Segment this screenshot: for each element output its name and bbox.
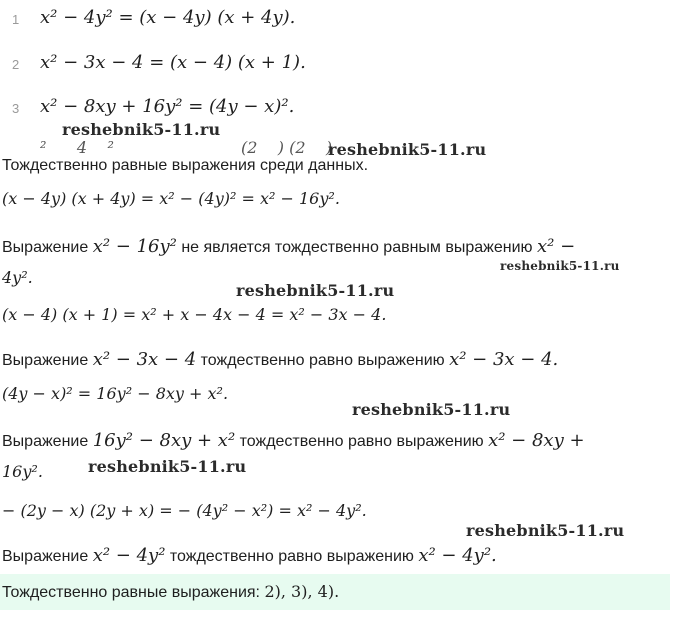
watermark-2: reshebnik5-11.ru	[328, 140, 487, 159]
statement-3-continuation: 16y².	[2, 462, 43, 481]
statement-3-expr-a: 16y² − 8xy + x²	[92, 430, 236, 451]
statement-1-expr-a: x² − 16y²	[92, 236, 177, 257]
watermark-1: reshebnik5-11.ru	[62, 120, 221, 139]
list-expression-1: x² − 4y² = (x − 4y) (x + 4y).	[40, 7, 296, 28]
statement-1-middle: не является тождественно равным выражению	[176, 239, 537, 256]
answer-label: Тождественно равные выражения:	[2, 584, 265, 601]
watermark-5: reshebnik5-11.ru	[352, 400, 511, 419]
statement-2-expr-a: x² − 3x − 4	[92, 349, 197, 370]
statement-4-expr-a: x² − 4y²	[92, 545, 166, 566]
answer-value: 2), 3), 4).	[264, 582, 340, 601]
intro-text: Тождественно равные выражения среди данных.	[2, 157, 369, 174]
equation-2: (x − 4) (x + 1) = x² + x − 4x − 4 = x² − 3x − 4.	[2, 305, 387, 324]
answer-box	[0, 574, 670, 610]
equation-4: − (2y − x) (2y + x) = − (4y² − x²) = x² − 4y².	[2, 501, 367, 520]
statement-3	[2, 430, 672, 451]
statement-2-expr-b: x² − 3x − 4.	[449, 349, 559, 370]
statement-4-prefix: Выражение	[2, 548, 93, 565]
list-index-2: 2	[12, 57, 20, 72]
statement-4	[2, 545, 672, 566]
statement-4-middle: тождественно равно выражению	[165, 548, 419, 565]
statement-2	[2, 349, 672, 370]
statement-3-middle: тождественно равно выражению	[235, 433, 489, 450]
equation-1: (x − 4y) (x + 4y) = x² − (4y)² = x² − 16y².	[2, 189, 340, 208]
statement-2-prefix: Выражение	[2, 352, 93, 369]
list-index-1: 1	[12, 12, 20, 27]
list-index-3: 3	[12, 101, 20, 116]
statement-1-continuation: 4y².	[2, 268, 33, 287]
statement-4-expr-b: x² − 4y².	[418, 545, 497, 566]
watermark-4: reshebnik5-11.ru	[236, 281, 395, 300]
watermark-6: reshebnik5-11.ru	[88, 457, 247, 476]
statement-1-expr-b: x² −	[536, 236, 576, 257]
statement-3-expr-b: x² − 8xy +	[488, 430, 585, 451]
statement-1	[2, 236, 672, 257]
statement-2-middle: тождественно равно выражению	[196, 352, 450, 369]
equation-3: (4y − x)² = 16y² − 8xy + x².	[2, 384, 229, 403]
list-expression-3: x² − 8xy + 16y² = (4y − x)².	[40, 96, 295, 117]
clipped-line: ² 4 ² (2 ) (2 )	[40, 138, 333, 157]
watermark-3: reshebnik5-11.ru	[500, 259, 620, 273]
list-expression-2: x² − 3x − 4 = (x − 4) (x + 1).	[40, 52, 306, 73]
watermark-7: reshebnik5-11.ru	[466, 521, 625, 540]
statement-1-prefix: Выражение	[2, 239, 93, 256]
statement-3-prefix: Выражение	[2, 433, 93, 450]
